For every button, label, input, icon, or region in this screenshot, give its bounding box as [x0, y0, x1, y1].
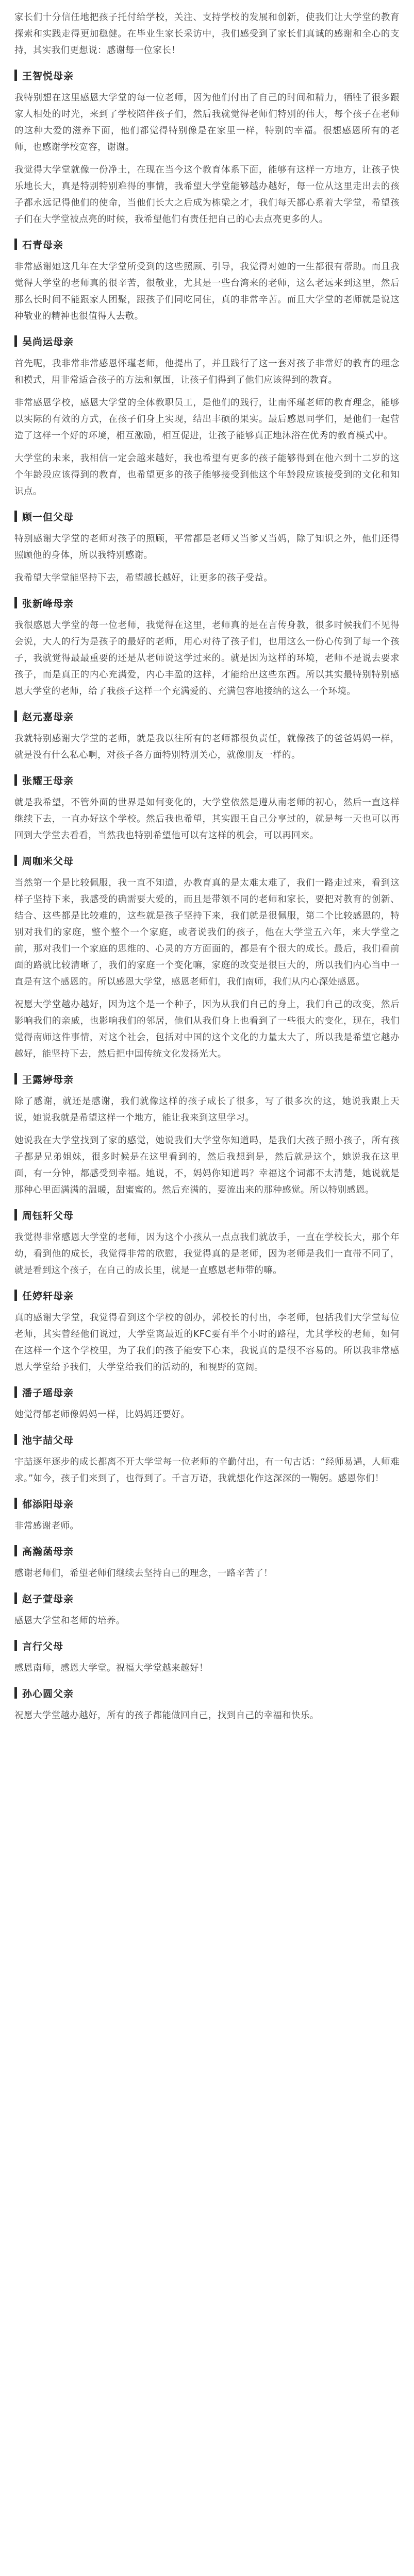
- testimonial-paragraph: 感恩南师，感恩大学堂。祝福大学堂越来越好！: [14, 1663, 208, 1673]
- heading-bar-icon: [14, 1545, 17, 1556]
- heading-bar-icon: [14, 1592, 17, 1604]
- testimonial-section: [14, 1683, 400, 1724]
- speaker-header: [14, 850, 400, 871]
- heading-bar-icon: [14, 597, 17, 608]
- heading-bar-icon: [14, 1209, 17, 1221]
- testimonial-section: [14, 1635, 400, 1676]
- testimonial-paragraph: 我就特别感谢大学堂的老师，就是我以往所有的老师都很负责任，就像孩子的爸爸妈妈一样，就是没有什么私心啊，对孩子各方面特别特别关心，就像朋友一样的。: [14, 734, 400, 760]
- speaker-name: 赵元嘉母亲: [22, 711, 74, 723]
- testimonial-paragraph: 她觉得郁老师像妈妈一样，比妈妈还要好。: [14, 1410, 190, 1420]
- heading-bar-icon: [14, 239, 17, 250]
- heading-bar-icon: [14, 855, 17, 866]
- testimonial-paragraph: 当然第一个是比较佩服，我一直不知道，办教育真的是太难太难了，我们一路走过来，看到这样子坚持下来，我感受的确需要大爱的，而且是带领不同的老师和家长，要把对教育的创新、结合、这些都是比较难的，这些就是孩子坚持下来，我们就是很佩服，第二个比较感恩的，特别对我们的家庭，整个整个一个家庭，或者说我们的孩子，他在大学堂五六年，来大学堂之前，那对我们一个家庭的思维的、心灵的方方面面的，都是有个很大的成长。最后，我们看前面的路就比较清晰了，我们的家庭一个变化嘛，家庭的改变是很巨大的，所以我们内心当中一直是有这个感恩的。所以感恩大学堂，感恩老师们，我们南师，我们从内心深处感恩。: [14, 878, 400, 987]
- testimonial-section: [14, 1285, 400, 1376]
- testimonial-paragraph: 非常感谢老师。: [14, 1521, 79, 1531]
- speaker-header: [14, 1635, 400, 1656]
- testimonial-paragraph: 就是我希望，不管外面的世界是如何变化的，大学堂依然是遵从南老师的初心，然后一直这样继续下去，一直办好这个学校。然后我也希望，其实跟王自己分享过的，就是每一天也可以再回到大学堂去看看，当然我也特别希望他可以有这样的机会，可以再回来。: [14, 798, 400, 841]
- heading-bar-icon: [14, 1434, 17, 1445]
- speaker-header: [14, 770, 400, 790]
- speaker-header: [14, 1683, 400, 1703]
- testimonial-section: [14, 331, 400, 500]
- speaker-name: 王智悦母亲: [22, 70, 74, 82]
- heading-bar-icon: [14, 1498, 17, 1509]
- testimonial-section: [14, 1493, 400, 1534]
- heading-bar-icon: [14, 1687, 17, 1699]
- testimonial-section: [14, 1429, 400, 1487]
- heading-bar-icon: [14, 1290, 17, 1301]
- heading-bar-icon: [14, 511, 17, 522]
- testimonial-paragraph: 真的感谢大学堂，我觉得看到这个学校的创办，郭校长的付出，李老师，包括我们大学堂每位老师，其实曾经他们说过，大学堂离最近的KFC要有半个小时的路程，尤其学校的老师，如何在这样一个这个学校里，为了我们的孩子能安下心来，我说真的是很不容易的。所以我非常感恩大学堂给予我们，大学堂给我们的活动的，和视野的宽阔。: [14, 1313, 400, 1372]
- testimonial-section: [14, 706, 400, 764]
- speaker-header: [14, 706, 400, 726]
- testimonial-paragraph: 祝愿大学堂越办越好，所有的孩子都能做回自己，找到自己的幸福和快乐。: [14, 1710, 319, 1721]
- speaker-name: 孙心圆父亲: [22, 1688, 74, 1700]
- testimonial-paragraph: 我特别想在这里感恩大学堂的每一位老师，因为他们付出了自己的时间和精力，牺牲了很多跟家人相处的时光，来到了学校陪伴孩子们，然后我就觉得老师们特别的伟大，每个孩子在老师的这种大爱的滋养下面，他们都觉得特别像是在家里一样，特别的幸福。很想感恩所有的老师，也感谢学校宽容，谢谢。: [14, 93, 400, 152]
- testimonial-section: [14, 1205, 400, 1279]
- speaker-name: 言行父母: [22, 1640, 64, 1652]
- speaker-name: 池宇喆父母: [22, 1434, 74, 1446]
- speaker-name: 吴尚运母亲: [22, 336, 74, 348]
- speaker-header: [14, 506, 400, 527]
- testimonial-paragraph: 除了感谢，就还是感谢，我们就像这样的孩子成长了很多，写了很多次的这，她说我跟上天说，她说我就是希望这样一个地方，能让我来到这里学习。: [14, 1096, 400, 1123]
- testimonial-paragraph: 祝愿大学堂越办越好，因为这个是一个种子，因为从我们自己的身上，我们自己的改变，然后影响我们的亲戚，也影响我们的邻居，他们从我们身上也看到了一些很大的变化，现在，我们觉得南师这件事情，对这个社会，包括对中国的这个文化的力量太大了，所以我是希望它越办越好，能坚持下去，然后把中国传统文化发扬光大。: [14, 999, 400, 1059]
- heading-bar-icon: [14, 335, 17, 347]
- speaker-name: 任婷轩母亲: [22, 1290, 74, 1302]
- speaker-name: 高瀚菡母亲: [22, 1546, 74, 1557]
- speaker-header: [14, 1285, 400, 1306]
- speaker-header: [14, 1540, 400, 1561]
- testimonial-section: [14, 770, 400, 844]
- testimonial-section: [14, 234, 400, 325]
- testimonial-section: [14, 1540, 400, 1582]
- testimonial-section: [14, 1588, 400, 1629]
- speaker-name: 张新峰母亲: [22, 598, 74, 609]
- speaker-header: [14, 1069, 400, 1089]
- testimonial-paragraph: 非常感恩学校，感恩大学堂的全体教职员工，是他们的践行，让南怀瑾老师的教育理念，能够以实际的有效的方式，在孩子们身上实现，结出丰硕的果实。最后感恩同学们，是他们一起营造了这样一个好的环境，相互激励，相互促进，让孩子能够真正地沐浴在优秀的教育模式中。: [14, 398, 400, 441]
- testimonial-paragraph: 非常感谢她这几年在大学堂所受到的这些照顾、引导，我觉得对她的一生都很有帮助。而且我觉得大学堂的老师真的很辛苦，很敬业，尤其是一些台湾来的老师，这么老远来到这里，然后那么长时间不能跟家人团聚，跟孩子们同吃同住，真的非常辛苦。而且大学堂的老师就是说这种敬业的精神也很值得人去敬。: [14, 262, 400, 321]
- speaker-name: 张耀王母亲: [22, 775, 74, 787]
- testimonial-section: [14, 592, 400, 700]
- heading-bar-icon: [14, 774, 17, 786]
- testimonial-paragraph: 宇喆逐年逐步的成长都离不开大学堂每一位老师的辛勤付出，有一句古话：“经师易遇，人师难求。”如今，孩子们来到了，也得到了。千言万语，我就想化作这深深的一鞠躬。感恩你们！: [14, 1457, 400, 1484]
- speaker-header: [14, 1382, 400, 1402]
- speaker-header: [14, 331, 400, 351]
- testimonial-paragraph: 特别感谢大学堂的老师对孩子的照顾，平常都是老师又当爹又当妈，除了知识之外，他们还得照顾他的身体，所以我特别感谢。: [14, 534, 400, 561]
- heading-bar-icon: [14, 1073, 17, 1084]
- speaker-header: [14, 592, 400, 613]
- testimonial-paragraph: 我希望大学堂能坚持下去，希望越长越好，让更多的孩子受益。: [14, 573, 273, 583]
- speaker-name: 石青母亲: [22, 239, 64, 251]
- speaker-header: [14, 1588, 400, 1608]
- speaker-name: 王露婷母亲: [22, 1074, 74, 1086]
- speaker-name: 潘子瑶母亲: [22, 1387, 74, 1399]
- speaker-name: 顾一但父母: [22, 511, 74, 523]
- testimonial-section: [14, 65, 400, 228]
- testimonial-section: [14, 1382, 400, 1423]
- testimonial-section: [14, 506, 400, 586]
- testimonial-paragraph: 感谢老师们，希望老师们继续去坚持自己的理念，一路辛苦了！: [14, 1568, 273, 1579]
- speaker-header: [14, 234, 400, 255]
- speaker-name: 郁添阳母亲: [22, 1498, 74, 1510]
- testimonial-paragraph: 她说我在大学堂找到了家的感觉，她说我们大学堂你知道吗，是我们大孩子照小孩子，所有孩子都是兄弟姐妹，很多时候是在这里看到的，然后我想到是，然后就是这个，她说我在这里面，有一分钟，都感受到幸福。她说，不，妈妈你知道吗？幸福这个词都不太清楚，她说就是那种心里面满满的温暖，甜蜜蜜的。然后充满的，要流出来的那种感觉。所以特别感恩。: [14, 1136, 400, 1195]
- heading-bar-icon: [14, 70, 17, 81]
- heading-bar-icon: [14, 1640, 17, 1651]
- speaker-name: 周咖米父母: [22, 855, 74, 867]
- heading-bar-icon: [14, 1386, 17, 1398]
- testimonial-paragraph: 首先呢，我非常非常感恩怀瑾老师，他提出了，并且践行了这一套对孩子非常好的教育的理念和模式，用非常适合孩子的方法和氛围，让孩子们得到了他们应该得到的教育。: [14, 359, 400, 385]
- speaker-name: 赵子萱母亲: [22, 1593, 74, 1605]
- speaker-header: [14, 1429, 400, 1450]
- testimonial-paragraph: 我觉得大学堂就像一份净土，在现在当今这个教育体系下面，能够有这样一方地方，让孩子快乐地长大，真是特别特别难得的事情，我希望大学堂能够越办越好，每一位从这里走出去的孩子都永远记得他们的使命，当他们长大之后成为栋梁之才，我们每天都心系着大学堂，希望孩子们在大学堂被点亮的时候，我希望他们有责任把自己的心去点亮更多的人。: [14, 165, 400, 225]
- speaker-header: [14, 65, 400, 86]
- testimonial-list: [14, 65, 400, 1724]
- testimonial-paragraph: 大学堂的未来，我相信一定会越来越好，我也希望有更多的孩子能够得到在他六到十二岁的这个年龄段应该得到的教育，也希望更多的孩子能够接受到他这个年龄段应该接受到的文化和知识点。: [14, 453, 400, 497]
- intro-paragraph: 家长们十分信任地把孩子托付给学校，关注、支持学校的发展和创新，使我们让大学堂的教育探索和实践走得更加稳健。在毕业生家长采访中，我们感受到了家长们真诚的感谢和全心的支持，其实我们更想说：感谢每一位家长！: [14, 12, 400, 56]
- speaker-name: 周钰轩父母: [22, 1210, 74, 1222]
- testimonial-paragraph: 感恩大学堂和老师的培养。: [14, 1616, 125, 1626]
- testimonial-paragraph: 我很感恩大学堂的每一位老师，我觉得在这里，老师真的是在言传身教，很多时候我们不见得会说，大人的行为是孩子的最好的老师，用心对待了孩子们，也用这么一份心传到了每一个孩子，我就觉得最最重要的还是从老师说这学过来的。就是因为这样的环境，老师不是说去要求孩子，而是真正的内心充满爱，内心丰盈的这样，才能给出这些东西。所以其实最特别特别感恩大学堂的老师，给了我孩子这样一个充满爱的、充满包容地接纳的这么一个环境。: [14, 620, 400, 697]
- testimonial-section: [14, 1069, 400, 1198]
- heading-bar-icon: [14, 710, 17, 722]
- speaker-header: [14, 1493, 400, 1514]
- speaker-header: [14, 1205, 400, 1225]
- testimonial-paragraph: 我觉得非常感恩大学堂的老师，因为这个小孩从一点点我们就放手，一直在学校长大，那个年幼，看到他的成长，我觉得非常的欣慰，我觉得真的是老师，因为老师是我们一直带不同了，就是看到这个孩子，在自己的成长里，就是一直感恩老师带的嘛。: [14, 1232, 400, 1276]
- testimonial-section: [14, 850, 400, 1062]
